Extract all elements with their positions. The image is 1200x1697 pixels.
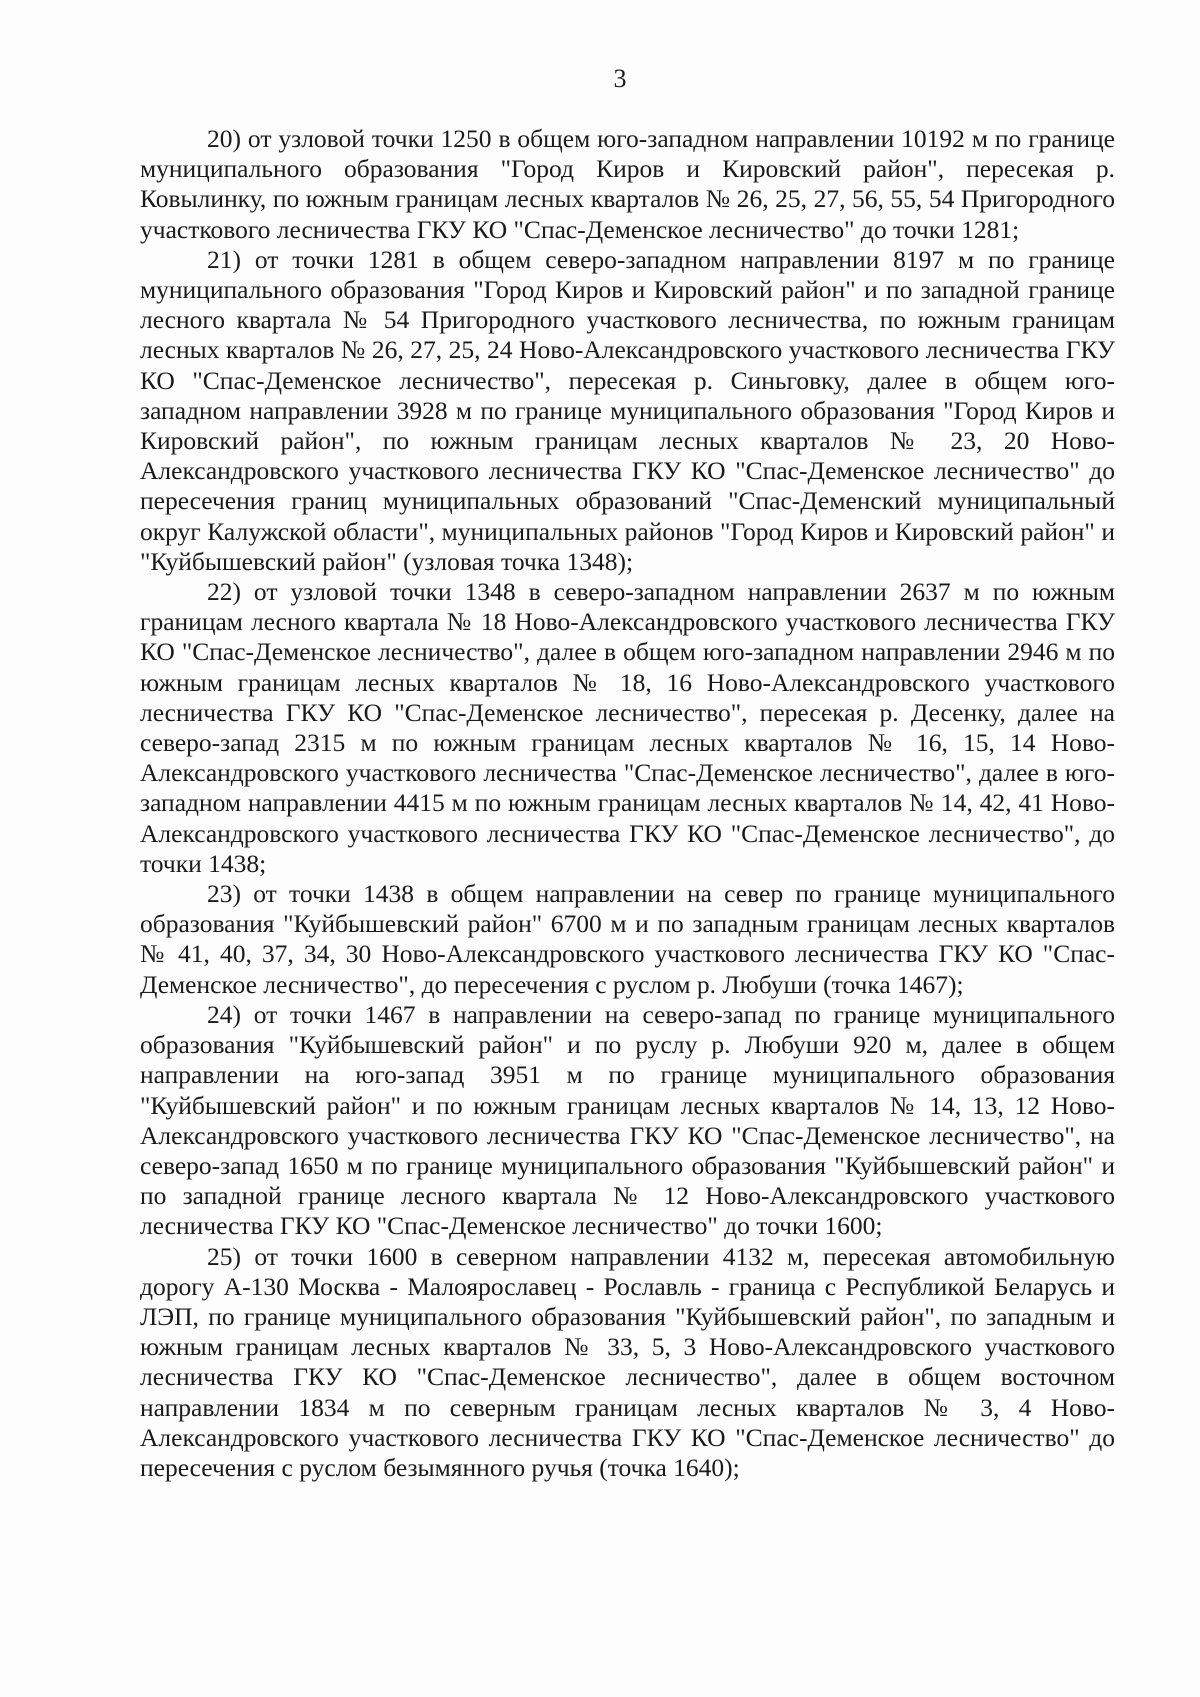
paragraph-item-22: 22) от узловой точки 1348 в северо-западном направлении 2637 м по южным границам лесного квартала № 18 Ново-Александровского участкового лесничества ГКУ КО "Спас-Деменское лесничество", далее в общем юго-западном направлении 2946 м по южным границам лесных кварталов № 18, 16 Ново-Александровского участкового лесничества ГКУ КО "Спас-Деменское лесничество", пересекая р. Десенку, далее на северо-запад 2315 м по южным границам лесных кварталов № 16, 15, 14 Ново-Александровского участкового лесничества "Спас-Деменское лесничество", далее в юго-западном направлении 4415 м по южным границам лесных кварталов № 14, 42, 41 Ново-Александровского участкового лесничества ГКУ КО "Спас-Деменское лесничество", до точки 1438; <box>140 577 1115 878</box>
paragraph-item-20: 20) от узловой точки 1250 в общем юго-западном направлении 10192 м по границе муниципального образования "Город Киров и Кировский район", пересекая р. Ковылинку, по южным границам лесных кварталов № 26, 25, 27, 56, 55, 54 Пригородного участкового лесничества ГКУ КО "Спас-Деменское лесничество" до точки 1281; <box>140 124 1115 244</box>
paragraph-item-23: 23) от точки 1438 в общем направлении на север по границе муниципального образования "Куйбышевский район" 6700 м и по западным границам лесных кварталов № 41, 40, 37, 34, 30 Ново-Александровского участкового лесничества ГКУ КО "Спас-Деменское лесничество", до пересечения с руслом р. Любуши (точка 1467); <box>140 879 1115 999</box>
page-number: 3 <box>613 64 627 93</box>
paragraph-item-24: 24) от точки 1467 в направлении на северо-запад по границе муниципального образования "Куйбышевский район" и по руслу р. Любуши 920 м, далее в общем направлении на юго-запад 3951 м по границе муниципального образования "Куйбышевский район" и по южным границам лесных кварталов № 14, 13, 12 Ново-Александровского участкового лесничества ГКУ КО "Спас-Деменское лесничество", на северо-запад 1650 м по границе муниципального образования "Куйбышевский район" и по западной границе лесного квартала № 12 Ново-Александровского участкового лесничества ГКУ КО "Спас-Деменское лесничество" до точки 1600; <box>140 999 1115 1241</box>
paragraph-item-21: 21) от точки 1281 в общем северо-западном направлении 8197 м по границе муниципального образования "Город Киров и Кировский район" и по западной границе лесного квартала № 54 Пригородного участкового лесничества, по южным границам лесных кварталов № 26, 27, 25, 24 Ново-Александровского участкового лесничества ГКУ КО "Спас-Деменское лесничество", пересекая р. Синьговку, далее в общем юго-западном направлении 3928 м по границе муниципального образования "Город Киров и Кировский район", по южным границам лесных кварталов № 23, 20 Ново-Александровского участкового лесничества ГКУ КО "Спас-Деменское лесничество" до пересечения границ муниципальных образований "Спас-Деменский муниципальный округ Калужской области", муниципальных районов "Город Киров и Кировский район" и "Куйбышевский район" (узловая точка 1348); <box>140 244 1115 576</box>
document-body <box>140 124 1115 1483</box>
paragraph-item-25: 25) от точки 1600 в северном направлении 4132 м, пересекая автомобильную дорогу А-130 Москва - Малоярославец - Рославль - граница с Республикой Беларусь и ЛЭП, по границе муниципального образования "Куйбышевский район", по западным и южным границам лесных кварталов № 33, 5, 3 Ново-Александровского участкового лесничества ГКУ КО "Спас-Деменское лесничество", далее в общем восточном направлении 1834 м по северным границам лесных кварталов № 3, 4 Ново-Александровского участкового лесничества ГКУ КО "Спас-Деменское лесничество" до пересечения с руслом безымянного ручья (точка 1640); <box>140 1241 1115 1482</box>
